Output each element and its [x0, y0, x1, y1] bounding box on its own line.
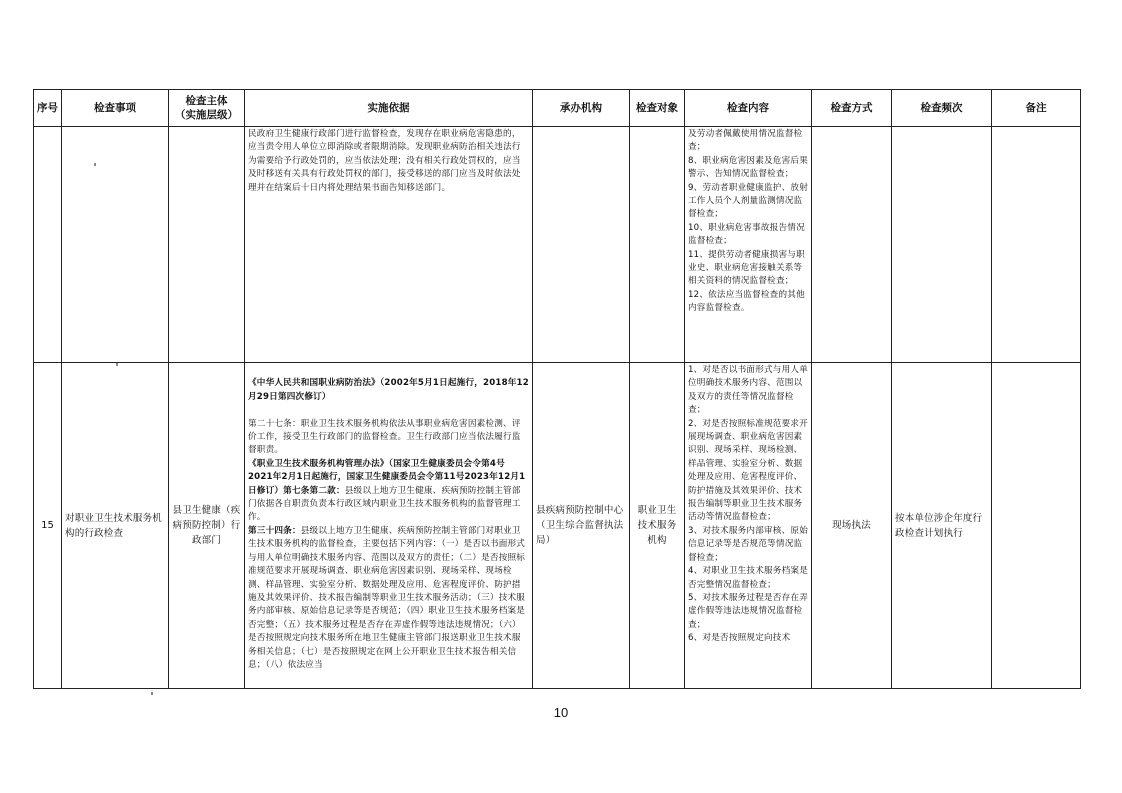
row-content: 1、对是否以书面形式与用人单位明确技术服务内容、范围以及双方的责任等情况监督检查； 2、对是否按照标准规范要求开展现场调查、职业病危害因素识别、现场采样、现场检测、样品管理、实验室分析、数据处理及应用、危害程度评价、防护措施及其效果评价、技术报告编制等职业卫生技术服务活动等情况监督检查； 3、对技术服务内部审核、原始信息记录等是否规范等情况监督检查； 4、对职业卫生技术服务档案是否完整情况监督检查； 5、对技术服务过程是否存在弄虚作假等违法违规情况监督检查； 6、对是否按照规定向技术	[685, 363, 812, 689]
scan-speck	[151, 692, 153, 695]
header-method: 检查方式	[812, 90, 892, 127]
header-subject: 检查主体 （实施层级）	[169, 90, 245, 127]
article-34-text: 县级以上地方卫生健康、疾病预防控制主管部门对职业卫生技术服务机构的监督检查，主要包括下列内容：（一）是否以书面形式与用人单位明确技术服务内容、范围以及双方的责任；（二）是否按照标准规范要求开展现场调查、职业病危害因素识别、现场采样、现场检测、样品管理、实验室分析、数据处理及应用、危害程度评价、防护措施及其效果评价、技术报告编制等职业卫生技术服务活动；（三）技术服务内部审核、原始信息记录等是否规范；（四）职业卫生技术服务档案是否完整；（五）技术服务过程是否存在弄虚作假等违法违规情况；（六）是否按照规定向技术服务所在地卫生健康主管部门报送职业卫生技术服务相关信息；（七）是否按照规定在网上公开职业卫生技术报告相关信息；（八）依法应当	[248, 525, 526, 670]
row-remark	[992, 363, 1081, 689]
row-frequency: 按本单位涉企年度行政检查计划执行	[892, 363, 992, 689]
row-number: 15	[34, 363, 62, 689]
row-item: 对职业卫生技术服务机构的行政检查	[62, 363, 169, 689]
header-object: 检查对象	[630, 90, 685, 127]
header-item: 检查事项	[62, 90, 169, 127]
header-frequency: 检查频次	[892, 90, 992, 127]
continuation-basis: 民政府卫生健康行政部门进行监督检查，发现存在职业病危害隐患的，应当责令用人单位立即消除或者限期消除。发现职业病防治相关违法行为需要给予行政处罚的，应当依法处理；没有相关行政处罚权的，应当及时移送有关具有行政处罚权的部门，接受移送的部门应当及时依法处理并在结案后十日内将处理结果书面告知移送部门。	[245, 127, 533, 363]
header-content: 检查内容	[685, 90, 812, 127]
header-number: 序号	[34, 90, 62, 127]
row-object: 职业卫生技术服务机构	[630, 363, 685, 689]
row-agency: 县疾病预防控制中心（卫生综合监督执法局）	[533, 363, 630, 689]
header-remark: 备注	[992, 90, 1081, 127]
continuation-row	[34, 127, 1081, 363]
continuation-content: 及劳动者佩戴使用情况监督检查； 8、职业病危害因素及危害后果警示、告知情况监督检查； 9、劳动者职业健康监护、放射工作人员个人剂量监测情况监督检查； 10、职业病危害事故报告情况监督检查； 11、提供劳动者健康损害与职业史、职业病危害接触关系等相关资料的情况监督检查； 12、依法应当监督检查的其他内容监督检查。	[685, 127, 812, 363]
inspection-table	[33, 89, 1081, 689]
table-row	[34, 363, 1081, 689]
row-subject: 县卫生健康（疾病预防控制）行政部门	[169, 363, 245, 689]
regulation-title: 《职业卫生技术服务机构管理办法》（国家卫生健康委员会令第4号2021年2月1日起施行，国家卫生健康委员会令第11号2023年12月1日修订）第七条第二款：	[248, 458, 526, 496]
header-row	[34, 90, 1081, 127]
scan-speck	[116, 363, 118, 366]
header-basis: 实施依据	[245, 90, 533, 127]
law-title: 《中华人民共和国职业病防治法》（2002年5月1日起施行，2018年12月29日第四次修订）	[248, 378, 529, 402]
row-method: 现场执法	[812, 363, 892, 689]
regulation-text: 县级以上地方卫生健康、疾病预防控制主管部门依据各自职责负责本行政区域内职业卫生技术服务机构的监督管理工作。	[248, 485, 521, 523]
row-basis	[245, 363, 533, 689]
scan-speck	[94, 163, 96, 166]
page-number: 10	[553, 705, 569, 720]
article-27-text: 第二十七条：职业卫生技术服务机构依法从事职业病危害因素检测、评价工作，接受卫生行政部门的监督检查。卫生行政部门应当依法履行监督职责。	[248, 418, 521, 456]
article-34-label: 第三十四条：	[248, 525, 301, 536]
header-agency: 承办机构	[533, 90, 630, 127]
